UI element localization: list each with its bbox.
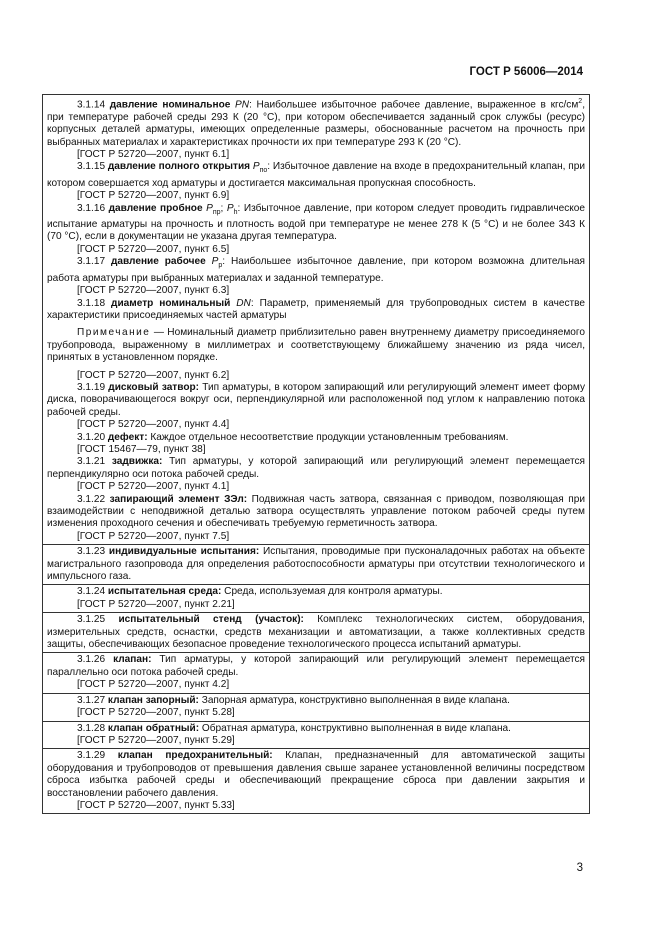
definition-block-3129 bbox=[42, 748, 590, 814]
definition-3-1-22: 3.1.22 запирающий элемент ЗЭл: Подвижная часть затвора, связанная с приводом, позволяющая при взаимодействии с неподвижной деталью затвора осуществлять управление потоком рабочей среды путем изменения проходного сечения и обеспечивать требуемую герметичность затвора. bbox=[47, 493, 585, 530]
definition-block-3126 bbox=[42, 652, 590, 693]
definition-block-3127 bbox=[42, 693, 590, 722]
definition-3-1-14: 3.1.14 давление номинальное PN: Наибольшее избыточное рабочее давление, выраженное в кгс/$см^2$, при температуре рабочей среды 293 К (20 °С), при котором обеспечивается заданный срок службы (ресурс) корпусных деталей арматуры, имеющих определенные размеры, обоснованные расчетом на прочность при выбранных материалах и характеристиках прочности их при температуре 293 К (20 °С). bbox=[47, 98, 586, 148]
definition-3-1-27: 3.1.27 клапан запорный: Запорная арматура, конструктивно выполненная в виде клапана. bbox=[77, 694, 510, 706]
definition-3-1-17: 3.1.17 давление рабочее $P_р$: Наибольшее избыточное давление, при котором возможна длительная работа арматуры при выбранных материалах и заданной температуре. bbox=[47, 256, 585, 284]
source-reference: [ГОСТ 15467—79, пункт 38] bbox=[77, 443, 206, 455]
definition-3-1-16: 3.1.16 давление пробное $P_{пр}$; $P_h$: Избыточное давление, при котором следует проводить гидравлическое испытание арматуры на прочность и плотность водой при температуре не менее 278 К (5 °С) и не более 343 К (70 °С), если в документации не указана другая температура. bbox=[47, 202, 585, 243]
definition-3-1-28: 3.1.28 клапан обратный: Обратная арматура, конструктивно выполненная в виде клапана. bbox=[77, 722, 511, 734]
definition-3-1-18: 3.1.18 диаметр номинальный DN: Параметр, применяемый для трубопроводных систем в качестве характеристики присоединяемых частей арматуры bbox=[47, 297, 585, 321]
source-reference: [ГОСТ Р 52720—2007, пункт 6.1] bbox=[77, 148, 230, 160]
definition-3-1-15: 3.1.15 давление полного открытия $P_{по}$: Избыточное давление на входе в предохранительный клапан, при котором совершается ход арматуры и достигается максимальная пропускная способность. bbox=[47, 161, 585, 189]
definition-3-1-25: 3.1.25 испытательный стенд (участок): Комплекс технологических систем, оборудования, измерительных средств, оснастки, средств механизации и автоматизации, а также коллективных средств защиты, обеспечивающих безопасное проведение технологического процесса испытаний арматуры. bbox=[47, 614, 585, 651]
definition-3-1-24: 3.1.24 испытательная среда: Среда, используемая для контроля арматуры. bbox=[77, 586, 443, 598]
source-reference: [ГОСТ Р 52720—2007, пункт 5.33] bbox=[77, 799, 235, 811]
definition-block-3123 bbox=[42, 544, 590, 585]
definition-block-3124 bbox=[42, 584, 590, 613]
source-reference: [ГОСТ Р 52720—2007, пункт 7.5] bbox=[77, 530, 230, 542]
definition-3-1-20: 3.1.20 дефект: Каждое отдельное несоответствие продукции установленным требованиям. bbox=[77, 431, 509, 443]
source-reference: [ГОСТ Р 52720—2007, пункт 4.2] bbox=[77, 679, 230, 691]
source-reference: [ГОСТ Р 52720—2007, пункт 4.4] bbox=[77, 419, 230, 431]
source-reference: [ГОСТ Р 52720—2007, пункт 6.9] bbox=[77, 190, 230, 202]
definition-3-1-21: 3.1.21 задвижка: Тип арматуры, у которой запирающий или регулирующий элемент перемещается перпендикулярно оси потока рабочей среды. bbox=[47, 456, 585, 480]
source-reference: [ГОСТ Р 52720—2007, пункт 5.29] bbox=[77, 734, 235, 746]
definition-block-3128 bbox=[42, 721, 590, 750]
definition-3-1-29: 3.1.29 клапан предохранительный: Клапан, предназначенный для автоматической защиты оборудования и трубопроводов от превышения давления свыше заранее установленной величины посредством сброса избытка рабочей среды и обеспечивающий прекращение сброса при давлении закрытия и восстановлении рабочего давления. bbox=[47, 750, 585, 799]
page-number: 3 bbox=[576, 862, 583, 874]
definition-3-1-23: 3.1.23 индивидуальные испытания: Испытания, проводимые при пусконаладочных работах на объекте магистрального газопровода для определения работоспособности арматуры при отсутствии технологического и импульсного газа. bbox=[47, 546, 585, 583]
note: Примечание — Номинальный диаметр приблизительно равен внутреннему диаметру присоединяемого трубопровода, выраженному в миллиметрах и соответствующему ближайшему значению из ряда чисел, принятых в установленном порядке. bbox=[47, 327, 585, 364]
definition-3-1-26: 3.1.26 клапан: Тип арматуры, у которой запирающий или регулирующий элемент перемещается параллельно оси потока рабочей среды. bbox=[47, 654, 585, 678]
document-body bbox=[42, 95, 590, 814]
definition-block-3125 bbox=[42, 612, 590, 653]
source-reference: [ГОСТ Р 52720—2007, пункт 4.1] bbox=[77, 481, 230, 493]
document-header: ГОСТ Р 56006—2014 bbox=[469, 66, 583, 78]
source-reference: [ГОСТ Р 52720—2007, пункт 6.3] bbox=[77, 285, 230, 297]
definition-3-1-19: 3.1.19 дисковый затвор: Тип арматуры, в котором запирающий или регулирующий элемент имеет форму диска, поворачивающегося вокруг оси, перпендикулярной или расположенной под углом к направлению потока рабочей среды. bbox=[47, 381, 586, 418]
source-reference: [ГОСТ Р 52720—2007, пункт 6.2] bbox=[77, 369, 230, 381]
source-reference: [ГОСТ Р 52720—2007, пункт 5.28] bbox=[77, 707, 235, 719]
definition-block-3114-3122 bbox=[42, 94, 590, 545]
source-reference: [ГОСТ Р 52720—2007, пункт 2.21] bbox=[77, 598, 235, 610]
source-reference: [ГОСТ Р 52720—2007, пункт 6.5] bbox=[77, 243, 230, 255]
